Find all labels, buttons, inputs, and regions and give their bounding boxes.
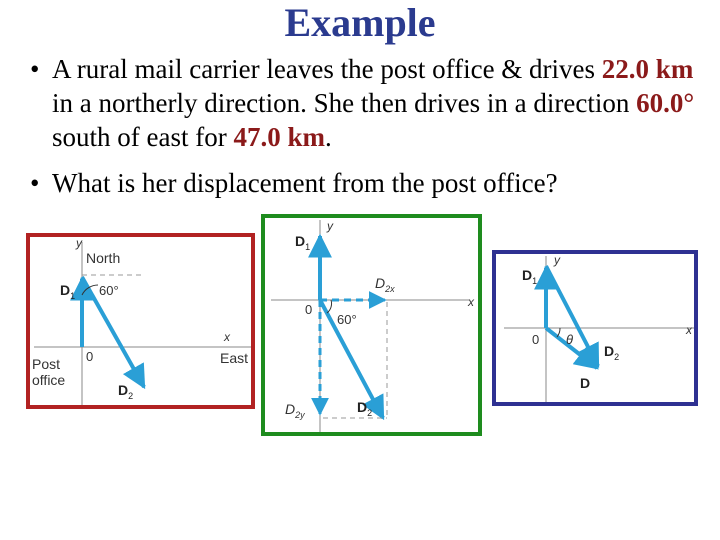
- east-label: East: [220, 350, 249, 366]
- y-axis-label: y: [76, 237, 82, 250]
- d2y-subscript: 2y: [295, 410, 305, 420]
- vector-d2-arrow: [546, 266, 598, 366]
- x-axis-label: x: [224, 330, 230, 344]
- angle-arc: [557, 328, 560, 337]
- d1-label: [295, 233, 310, 252]
- d2-letter: D: [604, 343, 615, 359]
- angle-value: 60.0°: [636, 88, 695, 118]
- y-axis-label: y: [554, 254, 560, 267]
- d1-subscript: 1: [532, 276, 538, 286]
- figure-green-component-diagram: [261, 214, 482, 436]
- bullet-problem-statement: [30, 52, 710, 154]
- d2-label: [357, 399, 372, 418]
- d2-letter: D: [118, 382, 129, 398]
- distance-1: 22.0 km: [601, 54, 694, 84]
- d2-subscript: 2: [614, 352, 620, 362]
- problem-text-part4: .: [324, 122, 332, 152]
- post-label: Post: [32, 356, 61, 372]
- origin-label: 0: [532, 332, 540, 347]
- d2y-letter: D: [285, 401, 296, 417]
- north-label: North: [86, 250, 121, 266]
- bullet-dot: •: [30, 168, 40, 198]
- d1-label: [522, 267, 537, 286]
- d2-letter: D: [357, 399, 368, 415]
- office-label: office: [32, 372, 66, 388]
- x-axis-label: x: [468, 295, 474, 309]
- d1-subscript: 1: [70, 291, 76, 301]
- d2x-letter: D: [375, 275, 386, 291]
- d2-label: [604, 343, 619, 362]
- bullet-dot: •: [30, 54, 40, 84]
- d2-label: [118, 382, 133, 401]
- d1-subscript: 1: [305, 242, 311, 252]
- figure-1-svg: [30, 237, 251, 405]
- angle-60-label: 60°: [337, 312, 357, 327]
- problem-text-part1: A rural mail carrier leaves the post office & drives: [52, 54, 602, 84]
- bullet-question: [30, 166, 710, 200]
- x-axis-label: x: [686, 323, 692, 337]
- figure-blue-resultant-diagram: [492, 250, 698, 406]
- problem-text: [52, 52, 710, 154]
- d2x-label: [375, 275, 395, 294]
- question-text: What is her displacement from the post office?: [52, 168, 558, 198]
- d1-letter: D: [60, 282, 71, 298]
- d2x-subscript: 2x: [385, 284, 395, 294]
- figure-3-svg: [496, 254, 694, 402]
- d1-letter: D: [522, 267, 533, 283]
- origin-label: 0: [86, 349, 94, 364]
- figure-red-vector-diagram: [26, 233, 255, 409]
- problem-text-part3: south of east for: [52, 122, 234, 152]
- origin-label: 0: [305, 302, 313, 317]
- d2-subscript: 2: [367, 408, 373, 418]
- d1-label: [60, 282, 75, 301]
- slide-title: Example: [284, 0, 436, 45]
- angle-60-label: 60°: [99, 283, 119, 298]
- distance-2: 47.0 km: [233, 122, 325, 152]
- d1-letter: D: [295, 233, 306, 249]
- d-resultant-label: D: [580, 375, 591, 391]
- problem-text-part2: in a northerly direction. She then drives in a direction: [52, 88, 637, 118]
- figure-2-svg: [265, 218, 478, 432]
- d2-subscript: 2: [128, 391, 134, 401]
- y-axis-label: y: [327, 219, 333, 233]
- theta-label: θ: [566, 332, 574, 347]
- d2y-label: [285, 401, 305, 420]
